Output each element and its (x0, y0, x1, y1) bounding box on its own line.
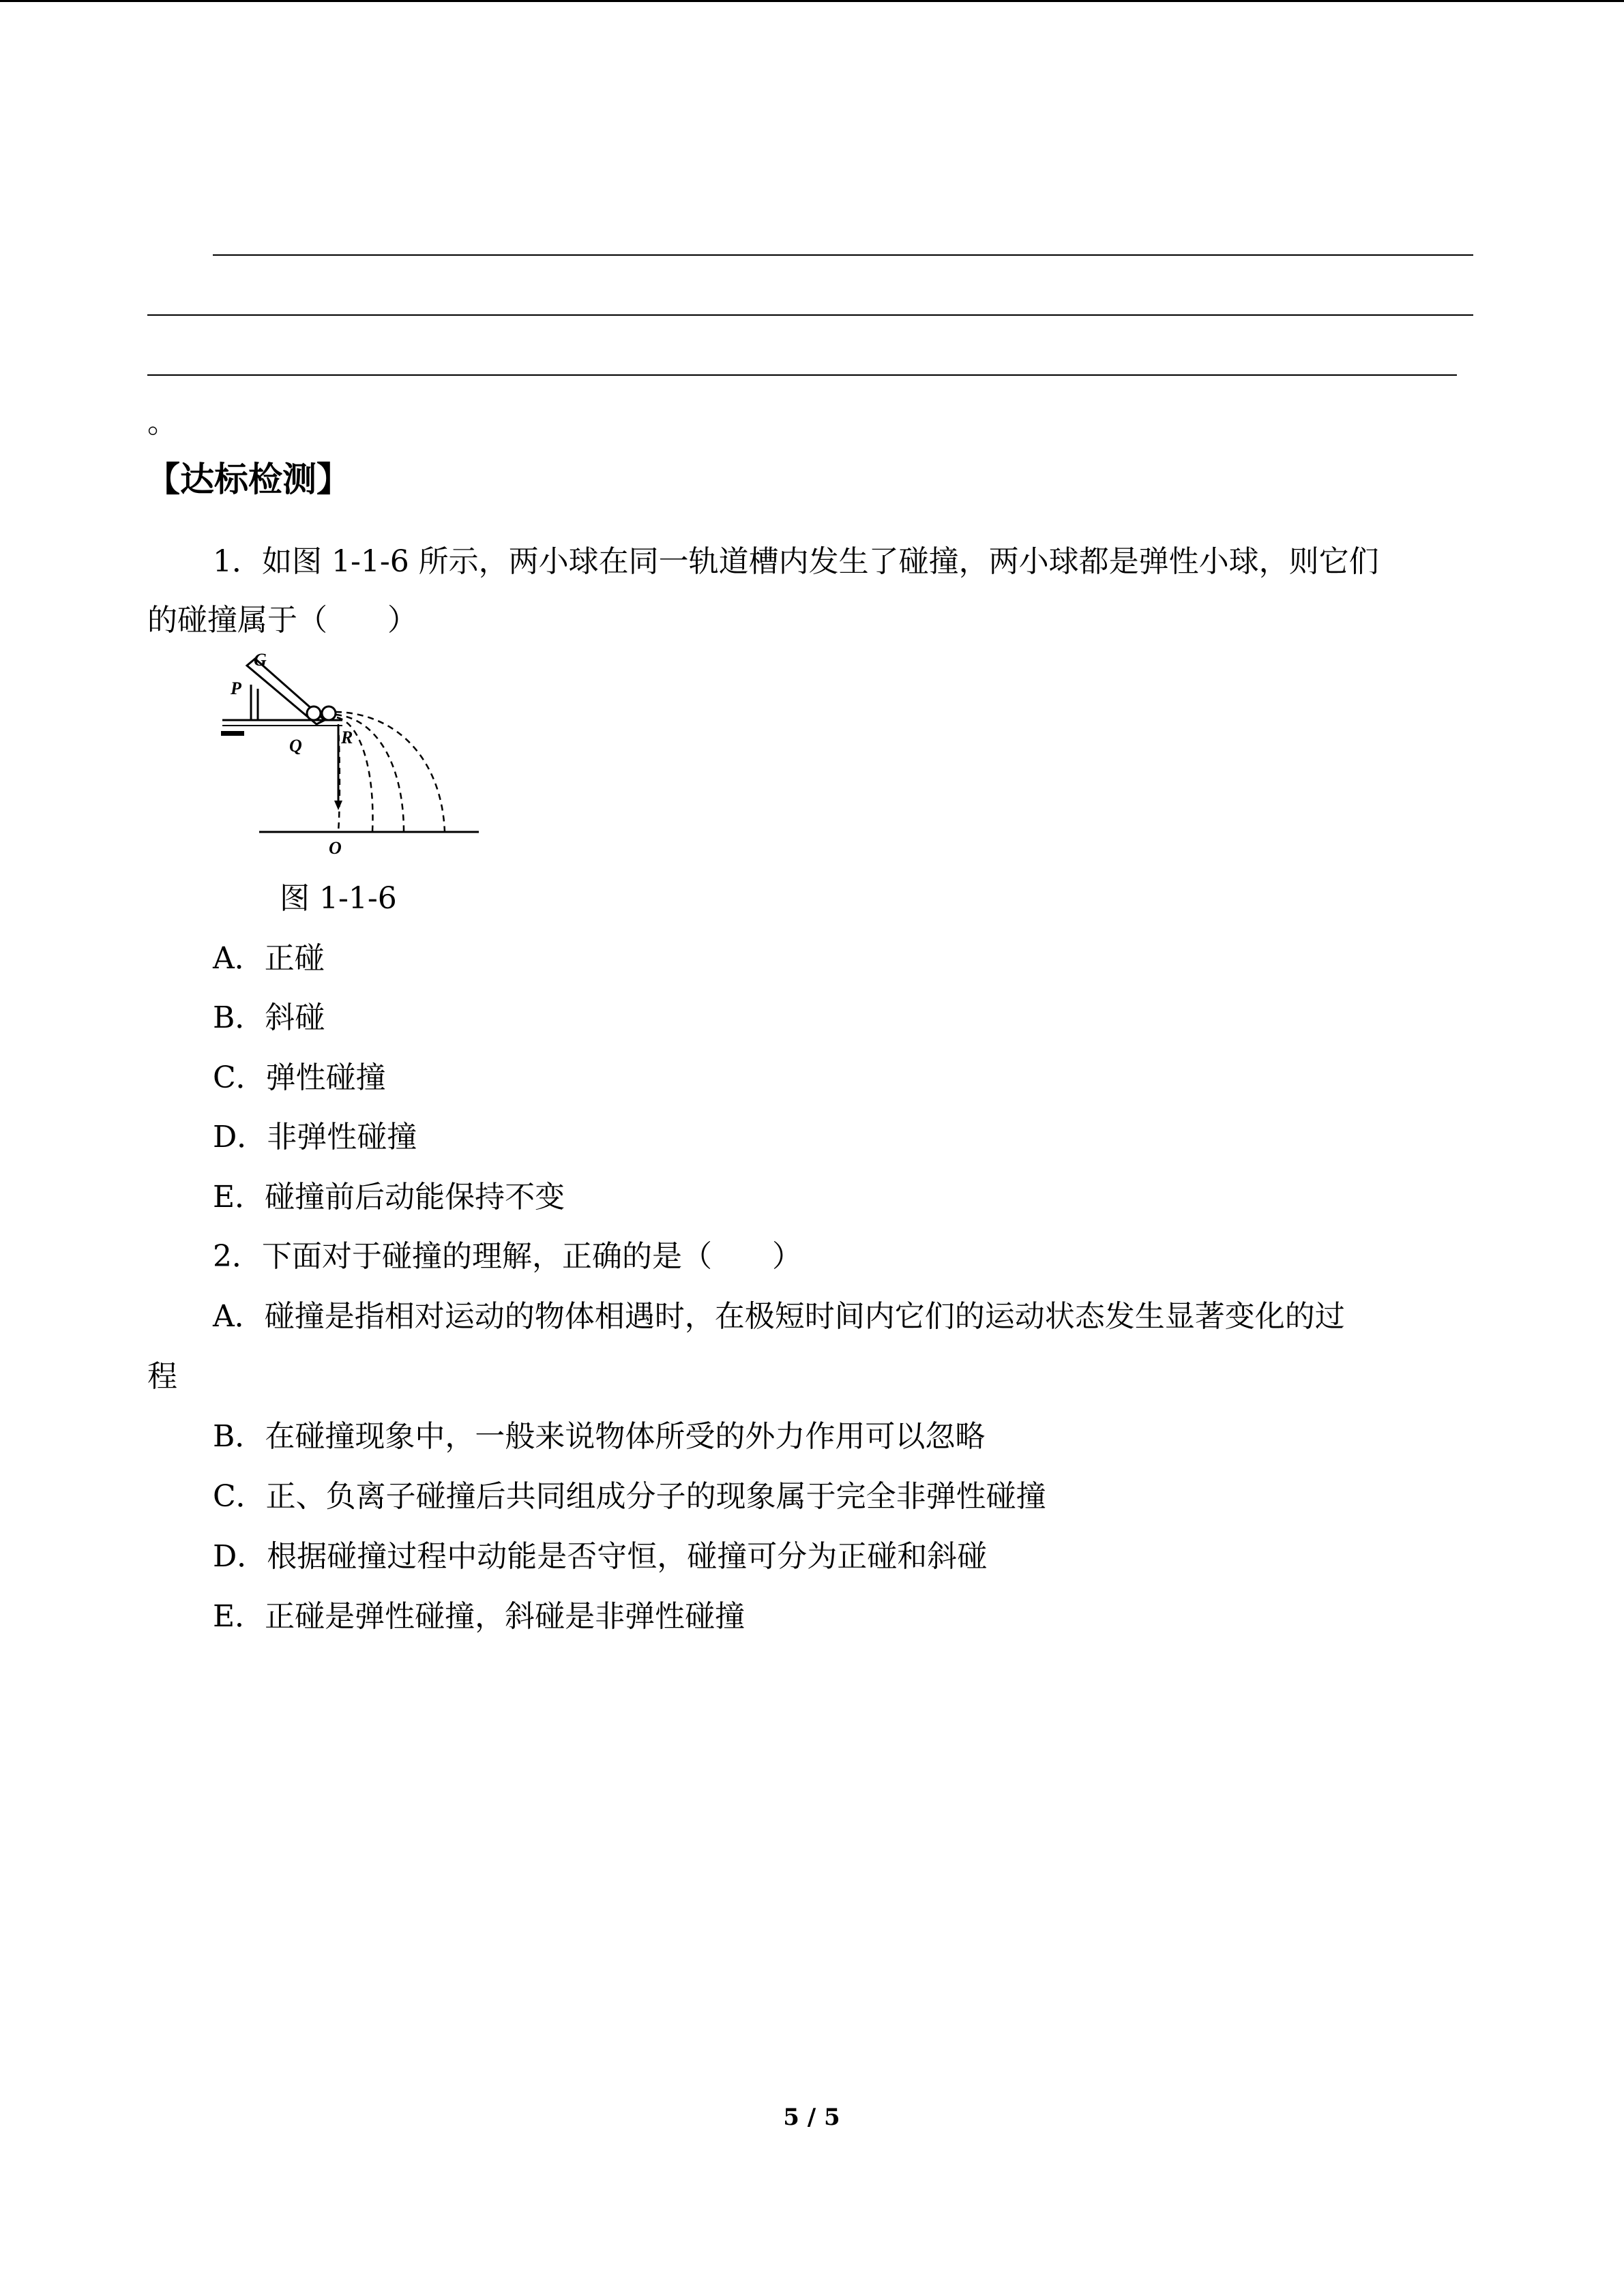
question-2-option-a-line-1: A．碰撞是指相对运动的物体相遇时，在极短时间内它们的运动状态发生显著变化的过 (213, 1299, 1345, 1334)
question-2-stem: 2．下面对于碰撞的理解，正确的是（ ） (213, 1239, 802, 1274)
answer-line-3 (147, 374, 1457, 376)
question-1-option-a: A．正碰 (213, 941, 325, 976)
label-g: G (254, 650, 267, 670)
question-1-option-b: B．斜碰 (213, 1000, 325, 1035)
label-r: R (341, 728, 353, 747)
question-1-option-c: C．弹性碰撞 (213, 1060, 386, 1095)
answer-line-1 (213, 254, 1473, 256)
question-2-option-b: B．在碰撞现象中，一般来说物体所受的外力作用可以忽略 (213, 1419, 986, 1454)
question-2-option-a-line-2: 程 (147, 1359, 177, 1394)
figure-caption: 图 1-1-6 (280, 881, 397, 916)
question-2-option-d: D．根据碰撞过程中动能是否守恒，碰撞可分为正碰和斜碰 (213, 1539, 988, 1574)
ball (322, 706, 336, 720)
label-q: Q (289, 736, 302, 756)
trailing-period: 。 (147, 405, 177, 440)
plumb-arrow (334, 801, 342, 810)
ball (307, 706, 321, 720)
answer-line-2 (147, 314, 1473, 316)
question-1-stem-line-2: 的碰撞属于（ ） (147, 603, 417, 638)
page-number: 5 / 5 (783, 2104, 840, 2131)
section-heading: 【达标检测】 (146, 459, 351, 499)
label-p: P (231, 679, 241, 698)
collision-diagram (216, 646, 495, 859)
question-1-option-d: D．非弹性碰撞 (213, 1120, 417, 1154)
page-top-border (0, 0, 1624, 2)
question-1-option-e: E．碰撞前后动能保持不变 (213, 1180, 565, 1214)
question-1-stem-line-1: 1．如图 1-1-6 所示，两小球在同一轨道槽内发生了碰撞，两小球都是弹性小球，则它们 (213, 544, 1379, 579)
question-2-option-c: C．正、负离子碰撞后共同组成分子的现象属于完全非弹性碰撞 (213, 1479, 1046, 1514)
clamp (221, 731, 244, 736)
question-2-option-e: E．正碰是弹性碰撞，斜碰是非弹性碰撞 (213, 1599, 745, 1634)
label-o: O (329, 838, 342, 858)
